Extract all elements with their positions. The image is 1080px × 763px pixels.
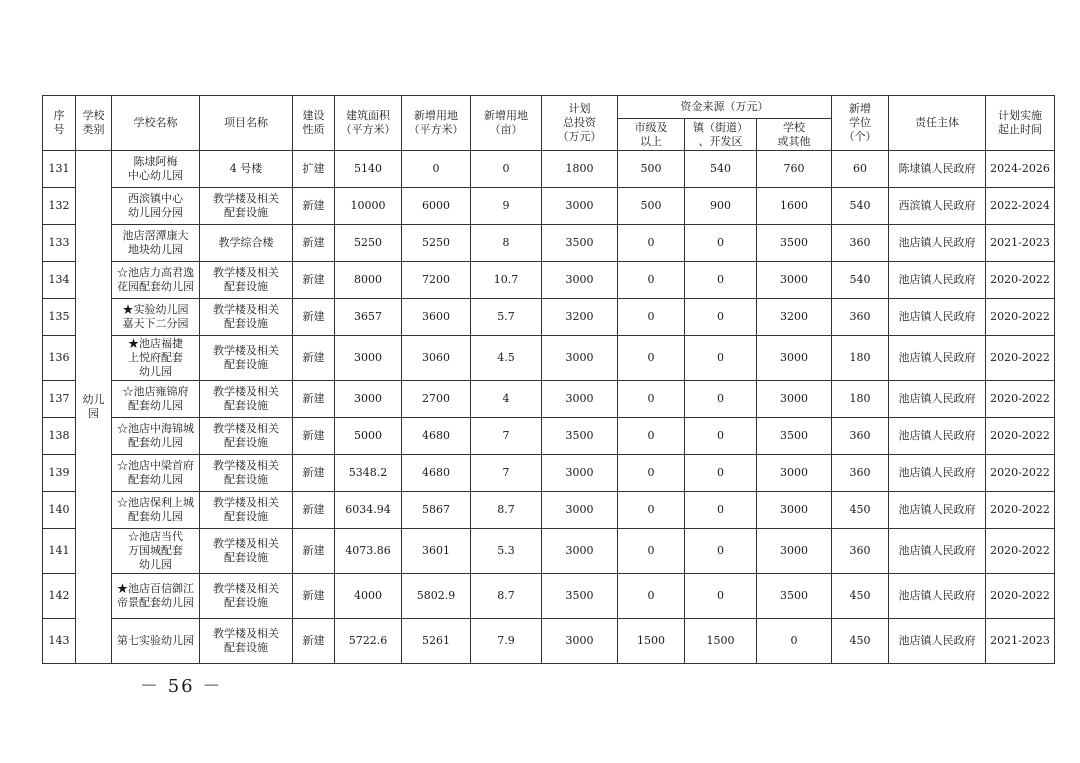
cell-fund-city: 0: [618, 381, 685, 418]
cell-nature: 新建: [293, 619, 335, 664]
cell-area: 5250: [335, 225, 402, 262]
cell-land-m2: 7200: [402, 262, 471, 299]
cell-investment: 3500: [542, 225, 618, 262]
cell-investment: 3000: [542, 381, 618, 418]
cell-fund-city: 500: [618, 188, 685, 225]
header-owner: 责任主体: [889, 96, 986, 151]
cell-period: 2021-2023: [986, 619, 1055, 664]
cell-school-type: 幼儿 园: [76, 151, 112, 664]
cell-name: ★池店百信御江 帝景配套幼儿园: [112, 574, 200, 619]
cell-fund-school: 3500: [757, 225, 832, 262]
cell-fund-city: 0: [618, 492, 685, 529]
cell-period: 2020-2022: [986, 529, 1055, 574]
cell-area: 5722.6: [335, 619, 402, 664]
cell-fund-town: 0: [685, 418, 757, 455]
header-fund-city: 市级及 以上: [618, 119, 685, 151]
cell-seq: 137: [43, 381, 76, 418]
cell-land-mu: 0: [471, 151, 542, 188]
cell-fund-school: 3500: [757, 574, 832, 619]
cell-investment: 3000: [542, 492, 618, 529]
cell-fund-city: 0: [618, 529, 685, 574]
cell-period: 2021-2023: [986, 225, 1055, 262]
cell-fund-town: 1500: [685, 619, 757, 664]
cell-fund-school: 3000: [757, 381, 832, 418]
cell-land-m2: 2700: [402, 381, 471, 418]
cell-seq: 138: [43, 418, 76, 455]
cell-land-mu: 8.7: [471, 574, 542, 619]
cell-seats: 540: [832, 188, 889, 225]
cell-nature: 新建: [293, 455, 335, 492]
cell-seats: 60: [832, 151, 889, 188]
cell-seq: 134: [43, 262, 76, 299]
table-row: [43, 455, 1055, 492]
cell-name: ☆池店保利上城 配套幼儿园: [112, 492, 200, 529]
cell-fund-school: 3500: [757, 418, 832, 455]
cell-name: 第七实验幼儿园: [112, 619, 200, 664]
cell-fund-city: 0: [618, 336, 685, 381]
cell-name: 陈埭阿梅 中心幼儿园: [112, 151, 200, 188]
cell-land-mu: 4: [471, 381, 542, 418]
cell-nature: 新建: [293, 336, 335, 381]
cell-area: 5000: [335, 418, 402, 455]
cell-name: ☆池店中梁首府 配套幼儿园: [112, 455, 200, 492]
cell-fund-town: 0: [685, 455, 757, 492]
cell-investment: 3500: [542, 418, 618, 455]
cell-land-m2: 0: [402, 151, 471, 188]
cell-period: 2020-2022: [986, 574, 1055, 619]
table-row: [43, 299, 1055, 336]
page-number: － 56 －: [140, 676, 223, 697]
cell-land-mu: 9: [471, 188, 542, 225]
cell-investment: 1800: [542, 151, 618, 188]
cell-seq: 139: [43, 455, 76, 492]
cell-seq: 136: [43, 336, 76, 381]
project-table: [42, 95, 1055, 664]
cell-seats: 360: [832, 529, 889, 574]
cell-investment: 3000: [542, 262, 618, 299]
cell-project: 教学楼及相关 配套设施: [200, 492, 293, 529]
table-row: [43, 418, 1055, 455]
cell-period: 2024-2026: [986, 151, 1055, 188]
cell-land-mu: 7: [471, 455, 542, 492]
cell-fund-school: 3000: [757, 262, 832, 299]
cell-seq: 132: [43, 188, 76, 225]
cell-land-m2: 5250: [402, 225, 471, 262]
cell-fund-town: 900: [685, 188, 757, 225]
cell-owner: 池店镇人民政府: [889, 336, 986, 381]
cell-seats: 180: [832, 336, 889, 381]
cell-period: 2020-2022: [986, 299, 1055, 336]
cell-fund-city: 500: [618, 151, 685, 188]
cell-owner: 池店镇人民政府: [889, 619, 986, 664]
table-row: [43, 188, 1055, 225]
cell-fund-town: 0: [685, 529, 757, 574]
cell-land-m2: 5867: [402, 492, 471, 529]
table-row: [43, 262, 1055, 299]
table-row: [43, 574, 1055, 619]
cell-project: 教学楼及相关 配套设施: [200, 299, 293, 336]
table-body: [43, 151, 1055, 664]
cell-project: 教学综合楼: [200, 225, 293, 262]
cell-seats: 180: [832, 381, 889, 418]
cell-project: 4 号楼: [200, 151, 293, 188]
cell-area: 3000: [335, 336, 402, 381]
cell-fund-school: 0: [757, 619, 832, 664]
header-school-type: 学校 类别: [76, 96, 112, 151]
header-land-mu: 新增用地 （亩）: [471, 96, 542, 151]
cell-seq: 133: [43, 225, 76, 262]
cell-fund-school: 760: [757, 151, 832, 188]
cell-period: 2022-2024: [986, 188, 1055, 225]
cell-owner: 池店镇人民政府: [889, 492, 986, 529]
cell-area: 4000: [335, 574, 402, 619]
cell-fund-town: 0: [685, 381, 757, 418]
cell-name: ☆池店当代 万国城配套 幼儿园: [112, 529, 200, 574]
cell-name: ☆池店雍锦府 配套幼儿园: [112, 381, 200, 418]
cell-owner: 池店镇人民政府: [889, 262, 986, 299]
cell-seq: 135: [43, 299, 76, 336]
header-nature: 建设 性质: [293, 96, 335, 151]
cell-seats: 360: [832, 299, 889, 336]
cell-period: 2020-2022: [986, 418, 1055, 455]
table-row: [43, 381, 1055, 418]
cell-land-mu: 7: [471, 418, 542, 455]
cell-fund-town: 0: [685, 492, 757, 529]
header-investment: 计划 总投资 （万元）: [542, 96, 618, 151]
cell-land-m2: 6000: [402, 188, 471, 225]
cell-seq: 141: [43, 529, 76, 574]
header-school-name: 学校名称: [112, 96, 200, 151]
header-funding: 资金来源（万元）: [618, 96, 832, 119]
cell-investment: 3200: [542, 299, 618, 336]
cell-land-mu: 4.5: [471, 336, 542, 381]
cell-fund-school: 3000: [757, 455, 832, 492]
cell-land-m2: 3601: [402, 529, 471, 574]
cell-project: 教学楼及相关 配套设施: [200, 418, 293, 455]
cell-nature: 新建: [293, 299, 335, 336]
cell-area: 3657: [335, 299, 402, 336]
cell-owner: 陈埭镇人民政府: [889, 151, 986, 188]
cell-area: 5140: [335, 151, 402, 188]
cell-owner: 池店镇人民政府: [889, 574, 986, 619]
cell-land-m2: 4680: [402, 455, 471, 492]
cell-investment: 3500: [542, 574, 618, 619]
header-fund-town: 镇（街道） 、开发区: [685, 119, 757, 151]
cell-seq: 131: [43, 151, 76, 188]
cell-land-mu: 8: [471, 225, 542, 262]
cell-land-mu: 10.7: [471, 262, 542, 299]
cell-investment: 3000: [542, 188, 618, 225]
header-area: 建筑面积 （平方米）: [335, 96, 402, 151]
cell-name: ☆池店力高君逸 花园配套幼儿园: [112, 262, 200, 299]
cell-area: 8000: [335, 262, 402, 299]
cell-fund-school: 1600: [757, 188, 832, 225]
cell-project: 教学楼及相关 配套设施: [200, 455, 293, 492]
cell-land-m2: 4680: [402, 418, 471, 455]
cell-period: 2020-2022: [986, 455, 1055, 492]
cell-period: 2020-2022: [986, 492, 1055, 529]
cell-area: 10000: [335, 188, 402, 225]
cell-fund-city: 0: [618, 574, 685, 619]
cell-fund-city: 0: [618, 455, 685, 492]
table-row: [43, 336, 1055, 381]
cell-land-mu: 8.7: [471, 492, 542, 529]
cell-land-m2: 3060: [402, 336, 471, 381]
header-seq: 序 号: [43, 96, 76, 151]
table-row: [43, 151, 1055, 188]
table-row: [43, 529, 1055, 574]
cell-period: 2020-2022: [986, 381, 1055, 418]
cell-seats: 450: [832, 492, 889, 529]
cell-seq: 143: [43, 619, 76, 664]
header-land-m2: 新增用地 （平方米）: [402, 96, 471, 151]
cell-seq: 142: [43, 574, 76, 619]
cell-land-mu: 5.7: [471, 299, 542, 336]
header-project-name: 项目名称: [200, 96, 293, 151]
cell-fund-town: 0: [685, 225, 757, 262]
cell-nature: 新建: [293, 574, 335, 619]
cell-fund-city: 0: [618, 418, 685, 455]
cell-area: 3000: [335, 381, 402, 418]
cell-seats: 540: [832, 262, 889, 299]
cell-investment: 3000: [542, 619, 618, 664]
cell-name: ★实验幼儿园 嘉天下二分园: [112, 299, 200, 336]
cell-investment: 3000: [542, 529, 618, 574]
cell-fund-town: 0: [685, 574, 757, 619]
header-period: 计划实施 起止时间: [986, 96, 1055, 151]
table-header: [43, 96, 1055, 151]
cell-name: ☆池店中海锦城 配套幼儿园: [112, 418, 200, 455]
cell-nature: 新建: [293, 225, 335, 262]
cell-land-m2: 3600: [402, 299, 471, 336]
cell-investment: 3000: [542, 455, 618, 492]
cell-land-mu: 7.9: [471, 619, 542, 664]
cell-fund-city: 0: [618, 299, 685, 336]
cell-name: ★池店福捷 上悦府配套 幼儿园: [112, 336, 200, 381]
cell-project: 教学楼及相关 配套设施: [200, 188, 293, 225]
cell-fund-town: 0: [685, 299, 757, 336]
cell-owner: 池店镇人民政府: [889, 529, 986, 574]
cell-project: 教学楼及相关 配套设施: [200, 619, 293, 664]
cell-project: 教学楼及相关 配套设施: [200, 529, 293, 574]
cell-seats: 360: [832, 455, 889, 492]
cell-area: 6034.94: [335, 492, 402, 529]
cell-fund-school: 3000: [757, 336, 832, 381]
cell-name: 西滨镇中心 幼儿园分园: [112, 188, 200, 225]
cell-land-mu: 5.3: [471, 529, 542, 574]
table-row: [43, 619, 1055, 664]
cell-name: 池店滘潭康大 地块幼儿园: [112, 225, 200, 262]
cell-project: 教学楼及相关 配套设施: [200, 381, 293, 418]
cell-land-m2: 5261: [402, 619, 471, 664]
cell-nature: 新建: [293, 529, 335, 574]
cell-fund-city: 1500: [618, 619, 685, 664]
cell-nature: 新建: [293, 381, 335, 418]
cell-fund-school: 3200: [757, 299, 832, 336]
cell-investment: 3000: [542, 336, 618, 381]
cell-nature: 新建: [293, 262, 335, 299]
cell-fund-city: 0: [618, 262, 685, 299]
header-seats: 新增 学位 （个）: [832, 96, 889, 151]
cell-owner: 池店镇人民政府: [889, 381, 986, 418]
cell-nature: 新建: [293, 492, 335, 529]
cell-seq: 140: [43, 492, 76, 529]
cell-period: 2020-2022: [986, 262, 1055, 299]
header-fund-school: 学校 或其他: [757, 119, 832, 151]
cell-fund-school: 3000: [757, 492, 832, 529]
cell-owner: 西滨镇人民政府: [889, 188, 986, 225]
cell-owner: 池店镇人民政府: [889, 455, 986, 492]
cell-project: 教学楼及相关 配套设施: [200, 262, 293, 299]
cell-seats: 360: [832, 225, 889, 262]
cell-nature: 新建: [293, 188, 335, 225]
cell-fund-town: 540: [685, 151, 757, 188]
cell-seats: 450: [832, 619, 889, 664]
cell-owner: 池店镇人民政府: [889, 299, 986, 336]
cell-nature: 扩建: [293, 151, 335, 188]
cell-land-m2: 5802.9: [402, 574, 471, 619]
cell-fund-school: 3000: [757, 529, 832, 574]
cell-project: 教学楼及相关 配套设施: [200, 336, 293, 381]
cell-period: 2020-2022: [986, 336, 1055, 381]
cell-owner: 池店镇人民政府: [889, 225, 986, 262]
cell-owner: 池店镇人民政府: [889, 418, 986, 455]
cell-seats: 360: [832, 418, 889, 455]
cell-project: 教学楼及相关 配套设施: [200, 574, 293, 619]
cell-fund-city: 0: [618, 225, 685, 262]
cell-area: 4073.86: [335, 529, 402, 574]
cell-fund-town: 0: [685, 262, 757, 299]
cell-fund-town: 0: [685, 336, 757, 381]
table-row: [43, 225, 1055, 262]
cell-area: 5348.2: [335, 455, 402, 492]
cell-nature: 新建: [293, 418, 335, 455]
cell-seats: 450: [832, 574, 889, 619]
table-row: [43, 492, 1055, 529]
